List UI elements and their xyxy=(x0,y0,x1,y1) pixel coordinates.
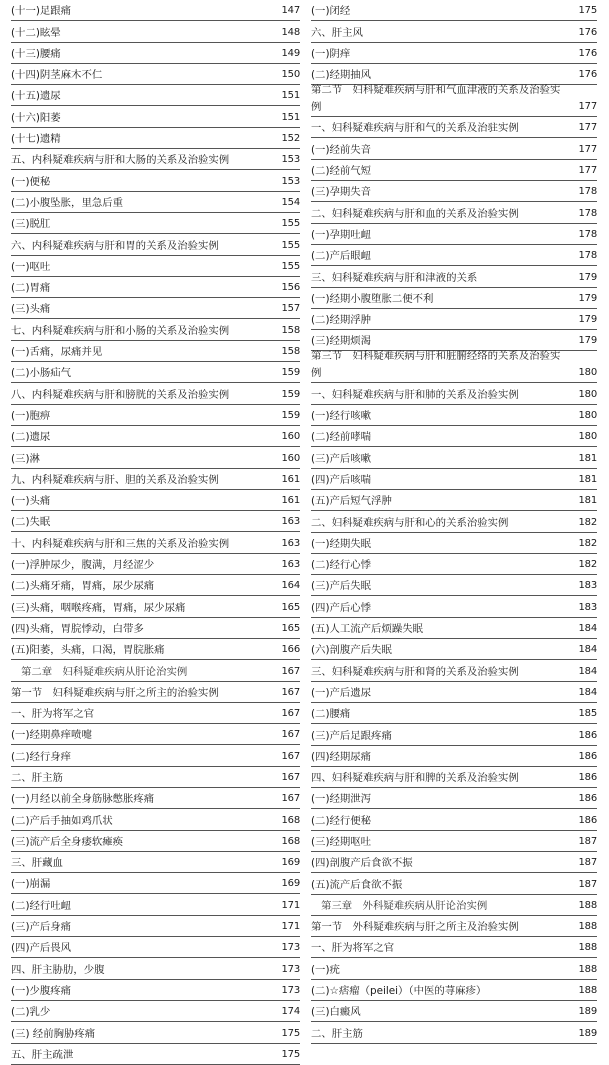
toc-entry-title: (四)产后畏风 xyxy=(11,942,72,955)
toc-entry-section xyxy=(311,85,597,117)
toc-entry-item xyxy=(311,426,597,447)
toc-page-number: 159 xyxy=(281,388,300,400)
toc-entry-title: 二、肝主筋 xyxy=(11,771,63,784)
toc-entry-title: (二)产后手抽如鸡爪状 xyxy=(11,814,113,827)
toc-entry-section xyxy=(11,1044,300,1065)
toc-entry-item xyxy=(11,405,300,426)
toc-entry-title: (二)☆痞瘤（peilei）（中医的荨麻疹） xyxy=(311,985,487,998)
toc-page-number: 161 xyxy=(281,495,300,507)
toc-entry-title: (一)经期泄泻 xyxy=(311,793,372,806)
toc-entry-section xyxy=(11,319,300,340)
toc-entry-title: (三)产后咳嗽 xyxy=(311,452,372,465)
toc-entry-item xyxy=(311,618,597,639)
toc-page-number: 186 xyxy=(578,772,597,784)
toc-entry-title: (二)胃痛 xyxy=(11,282,51,295)
toc-entry-item xyxy=(311,596,597,617)
toc-page-number: 187 xyxy=(578,878,597,890)
toc-entry-title: (二)经行吐衄 xyxy=(11,899,72,912)
toc-entry-title: (一)浮肿尿少，腹满，月经涩少 xyxy=(11,559,155,572)
toc-entry-title: (一)经前失音 xyxy=(311,143,372,156)
toc-entry-title: 二、肝主筋 xyxy=(311,1027,363,1040)
toc-entry-item xyxy=(311,831,597,852)
toc-page-number: 175 xyxy=(578,5,597,17)
toc-entry-item xyxy=(11,362,300,383)
toc-entry-title: 一、肝为将军之官 xyxy=(311,942,395,955)
toc-entry-section xyxy=(11,234,300,255)
toc-page-number: 183 xyxy=(578,580,597,592)
toc-entry-title: (一)疣 xyxy=(311,963,340,976)
toc-entry-item xyxy=(11,447,300,468)
toc-entry-title: (一)闭经 xyxy=(311,5,351,18)
toc-page-number: 186 xyxy=(578,750,597,762)
toc-entry-title: 二、妇科疑难疾病与肝和血的关系及治验实例 xyxy=(311,207,519,220)
toc-page-number: 169 xyxy=(281,857,300,869)
toc-page-number: 160 xyxy=(281,431,300,443)
toc-entry-title: (二)腰痛 xyxy=(311,708,351,721)
toc-entry-title: 七、内科疑难疾病与肝和小肠的关系及治验实例 xyxy=(11,324,230,337)
toc-entry-section xyxy=(311,383,597,404)
toc-entry-title: (二)经前哮喘 xyxy=(311,431,372,444)
toc-entry-title: (一)舌痛，尿痛并见 xyxy=(11,346,103,359)
toc-entry-title: (一)经期鼻痒喷嚏 xyxy=(11,729,92,742)
toc-page-number: 149 xyxy=(281,47,300,59)
toc-page-number: 181 xyxy=(578,495,597,507)
toc-entry-section xyxy=(311,1022,597,1043)
toc-entry-item xyxy=(11,809,300,830)
toc-entry-item xyxy=(311,788,597,809)
toc-entry-title: (二)头痛牙痛，胃痛，尿少尿痛 xyxy=(11,580,155,593)
toc-entry-title: (三)经期烦渴 xyxy=(311,335,372,348)
toc-page-number: 179 xyxy=(578,271,597,283)
toc-page-number: 163 xyxy=(281,559,300,571)
toc-entry-title: (三)白癜风 xyxy=(311,1006,361,1019)
toc-entry-item xyxy=(11,490,300,511)
toc-left-column xyxy=(11,0,300,1065)
toc-page-number: 158 xyxy=(281,346,300,358)
toc-page-number: 153 xyxy=(281,154,300,166)
toc-entry-item xyxy=(11,596,300,617)
toc-entry-title: 第一节 外科疑难疾病与肝之所主及治验实例 xyxy=(311,921,519,934)
toc-entry-section xyxy=(11,383,300,404)
toc-entry-item xyxy=(11,106,300,127)
toc-page-number: 178 xyxy=(578,228,597,240)
toc-entry-item xyxy=(311,746,597,767)
toc-entry-item xyxy=(11,831,300,852)
toc-page-number: 187 xyxy=(578,835,597,847)
toc-entry-title: 一、妇科疑难疾病与肝和气的关系及治驻实例 xyxy=(311,122,519,135)
toc-entry-title: 十、内科疑难疾病与肝和三焦的关系及治验实例 xyxy=(11,537,230,550)
toc-page-number: 175 xyxy=(281,1027,300,1039)
toc-entry-title: (一)头痛 xyxy=(11,495,51,508)
toc-page-number: 181 xyxy=(578,452,597,464)
toc-entry-item xyxy=(311,245,597,266)
toc-entry-title: (五)产后短气浮肿 xyxy=(311,495,392,508)
toc-page-number: 177 xyxy=(578,143,597,155)
toc-entry-title: 第二节 妇科疑难疾病与肝和气血津液的关系及治验实 xyxy=(311,84,561,97)
toc-entry-item xyxy=(311,43,597,64)
toc-entry-item xyxy=(311,980,597,1001)
toc-entry-title: (十三)腰痛 xyxy=(11,47,61,60)
toc-entry-item xyxy=(311,138,597,159)
toc-page-number: 184 xyxy=(578,623,597,635)
toc-entry-title: (三)流产后全身痿软瘫痪 xyxy=(11,835,124,848)
toc-entry-item xyxy=(311,703,597,724)
toc-right-column xyxy=(311,0,597,1044)
toc-entry-title: 四、肝主胁肋，少腹 xyxy=(11,963,105,976)
toc-page-number: 168 xyxy=(281,814,300,826)
toc-page-number: 163 xyxy=(281,537,300,549)
toc-entry-section xyxy=(11,958,300,979)
toc-entry-title: 六、肝主风 xyxy=(311,26,363,39)
toc-entry-item xyxy=(11,256,300,277)
toc-entry-title: (二)经期浮肿 xyxy=(311,314,372,327)
toc-entry-title: (二)产后眼衄 xyxy=(311,250,372,263)
toc-entry-title: (一)阴痒 xyxy=(311,47,351,60)
toc-entry-item xyxy=(311,1001,597,1022)
toc-entry-item xyxy=(311,160,597,181)
toc-page-number: 147 xyxy=(281,5,300,17)
toc-entry-item xyxy=(11,745,300,766)
toc-page-number: 187 xyxy=(578,857,597,869)
toc-page-number: 155 xyxy=(281,260,300,272)
toc-page-number: 189 xyxy=(578,1027,597,1039)
toc-entry-section xyxy=(311,351,597,383)
toc-entry-item xyxy=(11,511,300,532)
toc-page-number: 177 xyxy=(578,165,597,177)
toc-page-number: 173 xyxy=(281,942,300,954)
toc-page-number: 156 xyxy=(281,282,300,294)
toc-entry-section xyxy=(311,117,597,138)
toc-entry-title: (十二)眩晕 xyxy=(11,26,61,39)
toc-entry-title: (一)胞痹 xyxy=(11,409,51,422)
toc-page-number: 184 xyxy=(578,644,597,656)
toc-entry-title: (十六)阳萎 xyxy=(11,111,61,124)
toc-page-number: 186 xyxy=(578,793,597,805)
toc-entry-item xyxy=(11,213,300,234)
toc-page-number: 185 xyxy=(578,708,597,720)
toc-entry-title: (二)经期抽风 xyxy=(311,69,372,82)
toc-page-number: 173 xyxy=(281,984,300,996)
toc-page-number: 171 xyxy=(281,899,300,911)
toc-page-number: 167 xyxy=(281,686,300,698)
toc-entry-item xyxy=(311,639,597,660)
toc-page-number: 153 xyxy=(281,175,300,187)
toc-page-number: 168 xyxy=(281,835,300,847)
toc-page-number: 151 xyxy=(281,90,300,102)
toc-entry-title: (二)经行身痒 xyxy=(11,750,72,763)
toc-entry-title: 二、妇科疑难疾病与肝和心的关系治验实例 xyxy=(311,516,509,529)
toc-entry-title: (十一)足跟痛 xyxy=(11,5,72,18)
toc-entry-title: (一)月经以前全身筋脉憋胀疼痛 xyxy=(11,793,155,806)
toc-entry-section xyxy=(311,660,597,681)
toc-page-number: 167 xyxy=(281,708,300,720)
toc-page-number: 164 xyxy=(281,580,300,592)
toc-page-number: 182 xyxy=(578,516,597,528)
toc-entry-section xyxy=(311,511,597,532)
toc-page-number: 180 xyxy=(578,388,597,400)
toc-page-number: 165 xyxy=(281,622,300,634)
toc-page-number: 181 xyxy=(578,473,597,485)
toc-page-number: 176 xyxy=(578,47,597,59)
toc-page-number: 169 xyxy=(281,878,300,890)
toc-entry-title: 五、肝主疏泄 xyxy=(11,1048,74,1061)
toc-entry-section xyxy=(311,202,597,223)
toc-entry-item xyxy=(311,64,597,85)
toc-page-number: 188 xyxy=(578,899,597,911)
toc-page-number: 188 xyxy=(578,985,597,997)
toc-entry-title: (一)经期小腹堕胀二便不利 xyxy=(311,292,434,305)
toc-entry-item xyxy=(311,852,597,873)
toc-page-number: 154 xyxy=(281,196,300,208)
toc-entry-section xyxy=(11,852,300,873)
toc-entry-title: (五)阳萎，头痛，口渴，胃脘胀痛 xyxy=(11,644,165,657)
toc-entry-item xyxy=(11,894,300,915)
toc-page-number: 188 xyxy=(578,921,597,933)
toc-entry-section xyxy=(311,937,597,958)
toc-entry-title: (三) 经前胸胁疼痛 xyxy=(11,1027,96,1040)
toc-entry-item xyxy=(11,618,300,639)
toc-page-number: 189 xyxy=(578,1006,597,1018)
toc-entry-item xyxy=(311,288,597,309)
toc-page-number: 167 xyxy=(281,729,300,741)
toc-entry-item xyxy=(11,724,300,745)
toc-entry-title: (一)崩漏 xyxy=(11,878,51,891)
toc-entry-title: (二)小腹坠胀，里急后重 xyxy=(11,196,124,209)
toc-entry-item xyxy=(11,43,300,64)
toc-entry-title: 三、妇科疑难疾病与肝和肾的关系及治验实例 xyxy=(311,665,519,678)
toc-page-number: 167 xyxy=(281,750,300,762)
toc-entry-title: (一)产后遗尿 xyxy=(311,686,372,699)
toc-entry-item xyxy=(311,809,597,830)
toc-entry-title: (十七)遗精 xyxy=(11,133,61,146)
toc-entry-title: 第三节 妇科疑难疾病与肝和脏腑经络的关系及治验实 xyxy=(311,350,561,363)
toc-entry-item xyxy=(11,277,300,298)
toc-page-number: 159 xyxy=(281,409,300,421)
toc-entry-section xyxy=(11,149,300,170)
toc-entry-title: (三)产后身痛 xyxy=(11,921,72,934)
toc-entry-title: (四)经期尿痛 xyxy=(311,750,372,763)
toc-entry-title: (二)遗尿 xyxy=(11,431,51,444)
toc-entry-title: (十四)阴茎麻木不仁 xyxy=(11,69,103,82)
toc-entry-section xyxy=(311,916,597,937)
toc-entry-title: 一、肝为将军之官 xyxy=(11,708,95,721)
toc-page-number: 184 xyxy=(578,686,597,698)
toc-page-number: 150 xyxy=(281,69,300,81)
toc-page-number: 177 xyxy=(578,101,597,113)
toc-entry-title: (二)经行心悸 xyxy=(311,559,372,572)
toc-entry-item xyxy=(311,873,597,894)
toc-entry-item xyxy=(311,533,597,554)
toc-page-number: 188 xyxy=(578,942,597,954)
toc-page-number: 186 xyxy=(578,814,597,826)
toc-entry-item xyxy=(11,639,300,660)
toc-entry-item xyxy=(11,85,300,106)
toc-entry-item xyxy=(311,724,597,745)
toc-page-number: 165 xyxy=(281,601,300,613)
toc-page-number: 179 xyxy=(578,292,597,304)
toc-entry-title: (三)脱肛 xyxy=(11,218,51,231)
toc-entry-section xyxy=(11,469,300,490)
toc-entry-title: (四)剖腹产后食欲不振 xyxy=(311,857,413,870)
toc-entry-title: (三)经期呕吐 xyxy=(311,835,372,848)
toc-page-number: 161 xyxy=(281,473,300,485)
toc-entry-item xyxy=(11,0,300,21)
toc-entry-title: 三、妇科疑难疾病与肝和津液的关系 xyxy=(311,271,478,284)
toc-entry-title: (二)小肠疝气 xyxy=(11,367,72,380)
toc-entry-title: (三)产后足跟疼痛 xyxy=(311,729,392,742)
toc-entry-title-continued: 例 xyxy=(311,101,322,114)
toc-page-number: 166 xyxy=(281,644,300,656)
toc-entry-title: 第二章 妇科疑难疾病从肝论治实例 xyxy=(21,665,188,678)
toc-entry-item xyxy=(311,490,597,511)
toc-page-number: 175 xyxy=(281,1048,300,1060)
toc-entry-item xyxy=(311,554,597,575)
toc-page-number: 152 xyxy=(281,133,300,145)
toc-entry-item xyxy=(11,916,300,937)
toc-entry-title: 六、内科疑难疾病与肝和胃的关系及治验实例 xyxy=(11,239,219,252)
toc-entry-item xyxy=(11,873,300,894)
toc-entry-title-continued: 例 xyxy=(311,367,322,380)
toc-entry-title: 四、妇科疑难疾病与肝和脾的关系及治验实例 xyxy=(311,772,519,785)
toc-entry-title: (六)剖腹产后失眠 xyxy=(311,644,392,657)
toc-entry-item xyxy=(311,405,597,426)
toc-entry-section xyxy=(11,703,300,724)
toc-entry-title: 第三章 外科疑难疾病从肝论治实例 xyxy=(321,899,488,912)
toc-entry-section xyxy=(311,767,597,788)
toc-page-number: 180 xyxy=(578,367,597,379)
toc-entry-section xyxy=(311,266,597,287)
toc-page-number: 186 xyxy=(578,729,597,741)
toc-entry-item xyxy=(311,958,597,979)
toc-page-number: 163 xyxy=(281,516,300,528)
toc-entry-item xyxy=(11,426,300,447)
toc-entry-title: (一)少腹疼痛 xyxy=(11,984,72,997)
toc-page-number: 167 xyxy=(281,771,300,783)
toc-page-number: 180 xyxy=(578,431,597,443)
toc-entry-item xyxy=(11,1001,300,1022)
toc-page-number: 179 xyxy=(578,314,597,326)
toc-entry-title: 一、妇科疑难疾病与肝和肺的关系及治验实例 xyxy=(311,388,519,401)
toc-entry-section xyxy=(11,532,300,553)
toc-page-number: 184 xyxy=(578,665,597,677)
toc-entry-title: (二)失眠 xyxy=(11,516,51,529)
toc-entry-item xyxy=(11,64,300,85)
toc-entry-title: 第一节 妇科疑难疾病与肝之所主的治验实例 xyxy=(11,686,219,699)
toc-entry-title: (三)孕期失音 xyxy=(311,186,372,199)
toc-entry-item xyxy=(11,128,300,149)
toc-entry-title: (一)呕吐 xyxy=(11,260,51,273)
toc-page-number: 176 xyxy=(578,69,597,81)
toc-page-number: 167 xyxy=(281,793,300,805)
toc-entry-title: 三、肝藏血 xyxy=(11,857,63,870)
toc-page-number: 148 xyxy=(281,26,300,38)
toc-entry-item xyxy=(11,554,300,575)
toc-page-number: 182 xyxy=(578,559,597,571)
toc-page-number: 183 xyxy=(578,601,597,613)
toc-entry-item xyxy=(311,682,597,703)
toc-entry-item xyxy=(311,309,597,330)
toc-page-number: 151 xyxy=(281,111,300,123)
toc-entry-title: (二)乳少 xyxy=(11,1006,51,1019)
toc-entry-item xyxy=(311,0,597,21)
toc-page-number: 180 xyxy=(578,410,597,422)
toc-page-number: 157 xyxy=(281,303,300,315)
toc-entry-item xyxy=(11,298,300,319)
toc-entry-title: (三)头痛，咽喉疼痛，胃痛，尿少尿痛 xyxy=(11,601,186,614)
toc-page-number: 171 xyxy=(281,921,300,933)
toc-entry-item xyxy=(11,341,300,362)
toc-entry-title: (一)孕期吐衄 xyxy=(311,228,372,241)
toc-page-number: 178 xyxy=(578,250,597,262)
toc-entry-item xyxy=(11,192,300,213)
toc-entry-title: (三)产后失眠 xyxy=(311,580,372,593)
toc-entry-title: 五、内科疑难疾病与肝和大肠的关系及治验实例 xyxy=(11,154,230,167)
toc-page-number: 158 xyxy=(281,324,300,336)
toc-entry-title: (四)产后咳喘 xyxy=(311,473,372,486)
toc-page-number: 159 xyxy=(281,367,300,379)
toc-entry-item xyxy=(311,447,597,468)
toc-entry-title: (一)便秘 xyxy=(11,175,51,188)
toc-page-number: 178 xyxy=(578,186,597,198)
toc-entry-item xyxy=(311,330,597,351)
toc-page-number: 160 xyxy=(281,452,300,464)
toc-entry-title: (五)流产后食欲不振 xyxy=(311,878,403,891)
toc-entry-item xyxy=(11,788,300,809)
toc-page-number: 178 xyxy=(578,207,597,219)
toc-entry-chapter xyxy=(311,895,597,916)
toc-entry-title: 九、内科疑难疾病与肝、胆的关系及治验实例 xyxy=(11,473,219,486)
toc-entry-title: (四)头痛，胃脘悸动，白带多 xyxy=(11,622,144,635)
toc-entry-title: (三)头痛 xyxy=(11,303,51,316)
toc-entry-title: (十五)遗尿 xyxy=(11,90,61,103)
toc-entry-title: (四)产后心悸 xyxy=(311,601,372,614)
toc-entry-item xyxy=(11,1022,300,1043)
toc-entry-item xyxy=(311,469,597,490)
toc-entry-item xyxy=(11,21,300,42)
toc-entry-item xyxy=(311,224,597,245)
toc-entry-item xyxy=(11,170,300,191)
toc-entry-item xyxy=(311,181,597,202)
toc-entry-item xyxy=(311,575,597,596)
toc-entry-title: (一)经期失眠 xyxy=(311,537,372,550)
toc-page-number: 155 xyxy=(281,239,300,251)
toc-page-number: 176 xyxy=(578,26,597,38)
toc-page-number: 188 xyxy=(578,963,597,975)
toc-entry-title: (二)经前气短 xyxy=(311,165,372,178)
toc-entry-title: (三)淋 xyxy=(11,452,40,465)
toc-page-number: 182 xyxy=(578,537,597,549)
toc-page-number: 155 xyxy=(281,218,300,230)
toc-entry-item xyxy=(11,937,300,958)
toc-entry-section xyxy=(11,767,300,788)
toc-entry-section xyxy=(11,682,300,703)
toc-entry-title: 八、内科疑难疾病与肝和膀胱的关系及治验实例 xyxy=(11,388,230,401)
toc-entry-title: (一)经行咳嗽 xyxy=(311,410,372,423)
toc-page-number: 173 xyxy=(281,963,300,975)
toc-entry-title: (五)人工流产后烦躁失眠 xyxy=(311,623,424,636)
toc-entry-section xyxy=(311,21,597,42)
toc-entry-item xyxy=(11,575,300,596)
toc-entry-item xyxy=(11,980,300,1001)
toc-entry-chapter xyxy=(11,660,300,681)
toc-page-number: 167 xyxy=(281,665,300,677)
toc-page-number: 174 xyxy=(281,1006,300,1018)
toc-page-number: 179 xyxy=(578,335,597,347)
toc-entry-title: (二)经行便秘 xyxy=(311,814,372,827)
toc-page-number: 177 xyxy=(578,122,597,134)
